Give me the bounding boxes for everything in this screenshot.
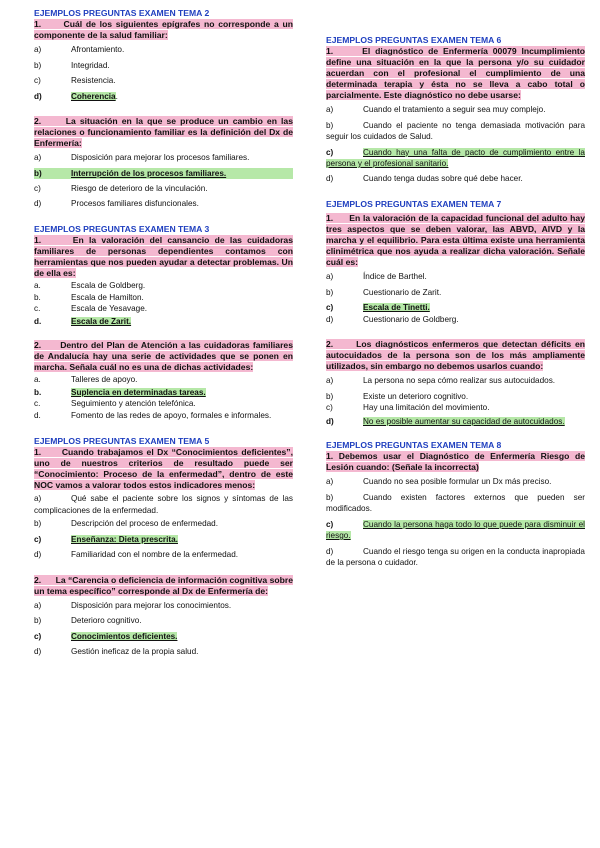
option-a[interactable]: a) Afrontamiento.	[34, 45, 125, 54]
option-d[interactable]: d) Cuestionario de Goldberg.	[326, 314, 459, 324]
section-title-tema2: EJEMPLOS PREGUNTAS EXAMEN TEMA 2	[34, 8, 210, 18]
option-a[interactable]: a) Disposición para mejorar los procesos familiares.	[34, 153, 250, 162]
option-a[interactable]: a) Qué sabe el paciente sobre los signos y síntomas de las complicaciones de la enfermedad.	[34, 494, 293, 515]
option-c[interactable]: c) Resistencia.	[34, 76, 116, 85]
option-c[interactable]: c. Seguimiento y atención telefónica.	[34, 399, 196, 408]
question-text: 1. En la valoración de la capacidad funcional del adulto hay tres aspectos que se deben valorar, las ABVD, AIVD y la marcha y el equilibrio. Para esta última existe una herramienta clinimétrica que nos ayuda a realizar dicha valoración. Señale cuál es:	[326, 213, 585, 267]
section-title-tema6: EJEMPLOS PREGUNTAS EXAMEN TEMA 6	[326, 35, 502, 45]
section-title-tema5: EJEMPLOS PREGUNTAS EXAMEN TEMA 5	[34, 436, 210, 446]
option-d[interactable]: d) Gestión ineficaz de la propia salud.	[34, 647, 199, 656]
question-text: 2. La “Carencia o deficiencia de información cognitiva sobre un tema específico” corresponde al Dx de Enfermería de:	[34, 574, 293, 596]
question-text: 1. Cuál de los siguientes epígrafes no corresponde a un componente de la salud familiar:	[34, 19, 293, 40]
option-c[interactable]: c) Hay una limitación del movimiento.	[326, 403, 490, 412]
option-c-correct[interactable]: c) Escala de Tinetti.	[326, 303, 430, 312]
option-d-correct[interactable]: d. Escala de Zarit.	[34, 316, 132, 326]
option-c[interactable]: c. Escala de Yesavage.	[34, 304, 148, 313]
option-d[interactable]: d) Cuando tenga dudas sobre qué debe hacer.	[326, 173, 523, 183]
question-text: 2. Los diagnósticos enfermeros que detectan déficits en autocuidados de la persona son de los más ampliamente utilizados, sin embargo no debemos usarlos cuando:	[326, 339, 585, 371]
option-c[interactable]: c) Riesgo de deterioro de la vinculación.	[34, 184, 208, 193]
option-b-correct[interactable]: b. Suplencia en determinadas tareas.	[34, 387, 206, 397]
question-text: 2. La situación en la que se produce un cambio en las relaciones o funcionamiento familiar es la definición del Dx de Enfermería:	[34, 116, 293, 148]
option-a[interactable]: a) La persona no sepa cómo realizar sus autocuidados.	[326, 376, 556, 385]
option-b[interactable]: b) Descripción del proceso de enfermedad.	[34, 519, 219, 528]
option-c-correct[interactable]: c) Conocimientos deficientes.	[34, 631, 178, 641]
question-text: 1. Cuando trabajamos el Dx “Conocimientos deficientes”, uno de nuestros criterios de resultado puede ser “Conocimiento: Proceso de la enfermedad”, dentro de este NOC vamos a valorar todos estos indicadores menos:	[34, 447, 293, 490]
section-title-tema3: EJEMPLOS PREGUNTAS EXAMEN TEMA 3	[34, 224, 210, 234]
section-title-tema8: EJEMPLOS PREGUNTAS EXAMEN TEMA 8	[326, 440, 502, 450]
option-a[interactable]: a) Disposición para mejorar los conocimientos.	[34, 600, 232, 610]
question-text: 1. El diagnóstico de Enfermería 00079 Incumplimiento define una situación en la que la persona y/o su cuidador acuerdan con el profesional el cumplimiento de una determinada terapia y ésta no se lleva a cabo total o parcialmente. Este diagnóstico no debe usarse:	[326, 46, 585, 100]
option-b[interactable]: b) Cuando existen factores externos que pueden ser modificados.	[326, 492, 585, 513]
option-b[interactable]: b) Deterioro cognitivo.	[34, 616, 142, 625]
option-a[interactable]: a) Cuando el tratamiento a seguir sea muy complejo.	[326, 105, 546, 114]
option-b[interactable]: b) Cuestionario de Zarit.	[326, 287, 442, 297]
option-d[interactable]: d) Familiaridad con el nombre de la enfermedad.	[34, 550, 239, 559]
left-column	[34, 0, 293, 658]
option-a[interactable]: a. Talleres de apoyo.	[34, 375, 138, 384]
option-a[interactable]: a. Escala de Goldberg.	[34, 281, 146, 290]
option-d[interactable]: d. Fomento de las redes de apoyo, formales e informales.	[34, 410, 272, 420]
option-b[interactable]: b) Existe un deterioro cognitivo.	[326, 391, 469, 401]
option-c-correct[interactable]: c) Cuando la persona haga todo lo que puede para disminuir el riesgo.	[326, 519, 585, 540]
section-title-tema7: EJEMPLOS PREGUNTAS EXAMEN TEMA 7	[326, 199, 502, 209]
right-column	[326, 0, 585, 569]
option-c-correct[interactable]: c) Enseñanza: Dieta prescrita.	[34, 534, 178, 544]
option-a[interactable]: a) Cuando no sea posible formular un Dx más preciso.	[326, 477, 552, 486]
option-d[interactable]: d) Procesos familiares disfuncionales.	[34, 198, 199, 208]
option-d-correct[interactable]: d) Coherencia.	[34, 91, 118, 101]
option-c-correct[interactable]: c) Cuando hay una falta de pacto de cumplimiento entre la persona y el profesional sanitario.	[326, 147, 585, 168]
option-b[interactable]: b) Cuando el paciente no tenga demasiada motivación para seguir los cuidados de Salud.	[326, 120, 585, 141]
option-d-correct[interactable]: d) No es posible aumentar su capacidad de autocuidados.	[326, 416, 565, 426]
option-d[interactable]: d) Cuando el riesgo tenga su origen en la conducta inapropiada de la persona o cuidador.	[326, 546, 585, 567]
option-b[interactable]: b. Escala de Hamilton.	[34, 292, 144, 302]
option-a[interactable]: a) Índice de Barthel.	[326, 272, 427, 281]
option-b-correct[interactable]: b) Interrupción de los procesos familiares.	[34, 168, 293, 180]
question-text: 1. Debemos usar el Diagnóstico de Enfermería Riesgo de Lesión cuando: (Señale la incorrecta)	[326, 451, 585, 472]
question-text: 1. En la valoración del cansancio de las cuidadoras familiares de personas dependientes contamos con herramientas que nos pueden ayudar a detectar problemas. Un de ella es:	[34, 235, 293, 278]
option-b[interactable]: b) Integridad.	[34, 60, 110, 70]
question-text: 2. Dentro del Plan de Atención a las cuidadoras familiares de Andalucía hay una serie de actividades que se ponen en marcha. Señala cuál no es una de dichas actividades:	[34, 340, 293, 372]
